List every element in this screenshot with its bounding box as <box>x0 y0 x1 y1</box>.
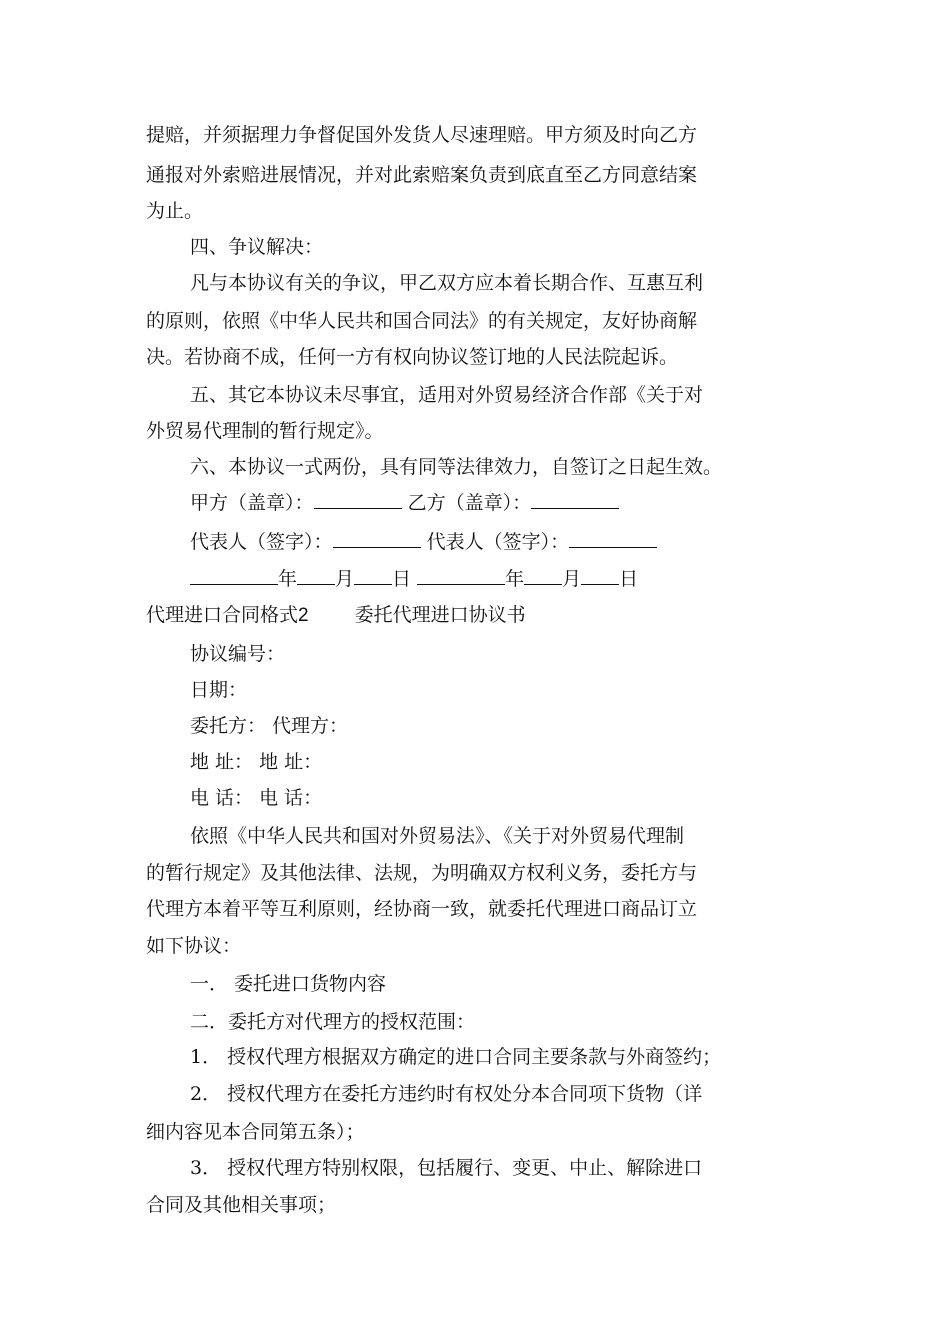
date-line <box>190 566 638 590</box>
month-label: 月 <box>562 568 582 590</box>
day-b-blank[interactable] <box>581 566 619 585</box>
list-item-continued: 合同及其他相关事项； <box>146 1194 337 1216</box>
representative-line <box>190 529 657 553</box>
paragraph-line: 为止。 <box>146 200 204 222</box>
paragraph-line: 如下协议： <box>146 935 242 957</box>
month-label: 月 <box>335 568 355 590</box>
month-b-blank[interactable] <box>524 566 562 585</box>
year-a-blank[interactable] <box>190 566 278 585</box>
month-a-blank[interactable] <box>297 566 335 585</box>
field-date: 日期： <box>190 679 248 701</box>
field-address: 地 址： 地 址： <box>190 751 323 773</box>
paragraph-line: 六、本协议一式两份，具有同等法律效力，自签订之日起生效。 <box>190 456 723 478</box>
year-b-blank[interactable] <box>417 566 505 585</box>
year-label: 年 <box>505 568 525 590</box>
seal-line <box>190 490 619 514</box>
agreement-title: 委托代理进口协议书 <box>354 604 526 626</box>
paragraph-line: 五、其它本协议未尽事宜，适用对外贸易经济合作部《关于对 <box>190 384 704 406</box>
paragraph-line: 通报对外索赔进展情况，并对此索赔案负责到底直至乙方同意结案 <box>146 164 698 186</box>
day-label: 日 <box>619 568 639 590</box>
field-agreement-no: 协议编号： <box>190 643 286 665</box>
paragraph-line: 的原则，依照《中华人民共和国合同法》的有关规定，友好协商解 <box>146 310 698 332</box>
paragraph-line: 依照《中华人民共和国对外贸易法》、《关于对外贸易代理制 <box>190 825 685 847</box>
paragraph-line: 代理方本着平等互利原则，经协商一致，就委托代理进口商品订立 <box>146 898 698 920</box>
list-item: 一． 委托进口货物内容 <box>190 973 387 995</box>
list-item: 2． 授权代理方在委托方违约时有权处分本合同项下货物（详 <box>190 1083 703 1105</box>
list-item: 二．委托方对代理方的授权范围： <box>190 1011 476 1033</box>
party-b-seal-blank[interactable] <box>531 490 619 509</box>
list-item: 3． 授权代理方特别权限，包括履行、变更、中止、解除进口 <box>190 1157 703 1179</box>
day-label: 日 <box>392 568 412 590</box>
day-a-blank[interactable] <box>354 566 392 585</box>
year-label: 年 <box>278 568 298 590</box>
rep-a-label: 代表人（签字）： <box>190 531 333 553</box>
title-line <box>146 604 526 627</box>
paragraph-line: 凡与本协议有关的争议，甲乙双方应本着长期合作、互惠互利 <box>190 272 704 294</box>
rep-b-blank[interactable] <box>569 529 657 548</box>
field-parties: 委托方： 代理方： <box>190 715 349 737</box>
rep-b-label: 代表人（签字）： <box>426 531 570 553</box>
paragraph-line: 决。若协商不成，任何一方有权向协议签订地的人民法院起诉。 <box>146 346 679 368</box>
paragraph-line: 的暂行规定》及其他法律、法规，为明确双方权利义务，委托方与 <box>146 862 698 884</box>
paragraph-line: 外贸易代理制的暂行规定》。 <box>146 420 384 442</box>
field-phone: 电 话： 电 话： <box>190 787 323 809</box>
section-heading: 四、争议解决： <box>190 236 324 258</box>
party-a-seal-blank[interactable] <box>314 490 402 509</box>
rep-a-blank[interactable] <box>333 529 421 548</box>
party-a-seal-label: 甲方（盖章）： <box>190 492 314 514</box>
paragraph-line: 提赔，并须据理力争督促国外发货人尽速理赔。甲方须及时向乙方 <box>146 124 698 146</box>
section-title: 代理进口合同格式2 <box>146 605 309 626</box>
party-b-seal-label: 乙方（盖章）： <box>407 492 532 514</box>
list-item-continued: 细内容见本合同第五条）； <box>146 1121 365 1143</box>
list-item: 1． 授权代理方根据双方确定的进口合同主要条款与外商签约； <box>190 1046 722 1068</box>
